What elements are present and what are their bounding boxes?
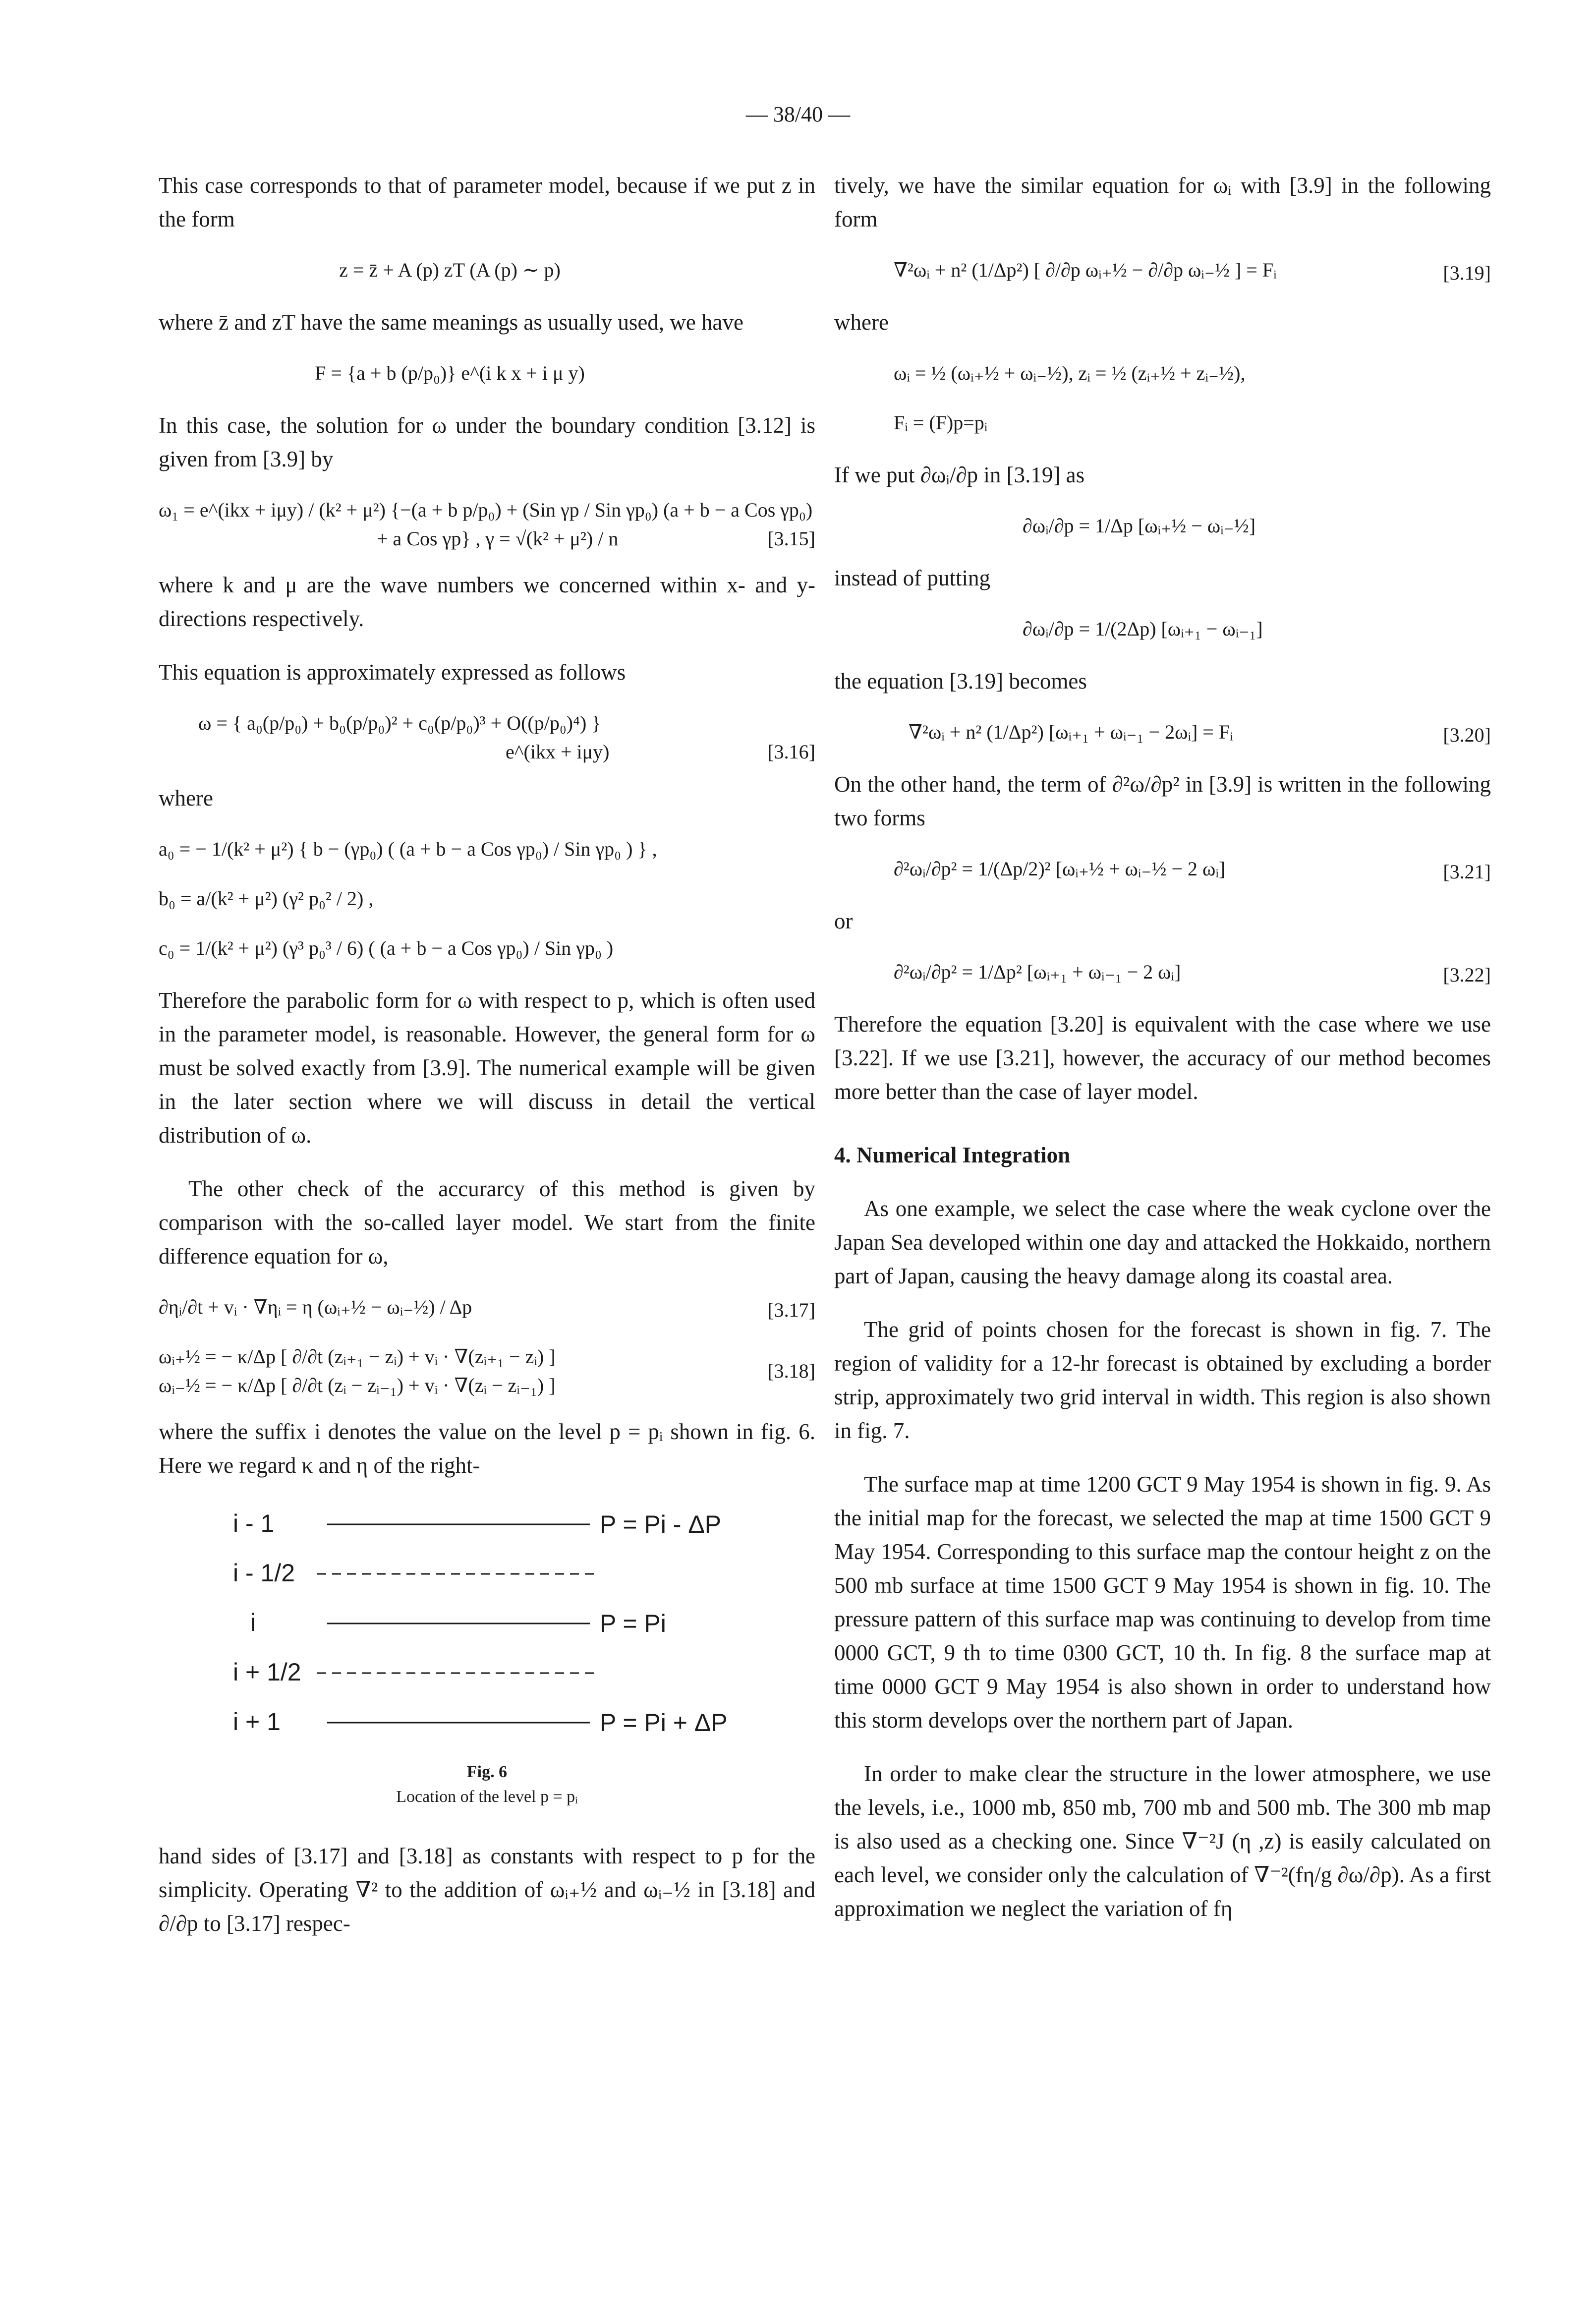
paragraph: tively, we have the similar equation for ωᵢ with [3.9] in the following form xyxy=(834,173,1491,232)
paragraph: the equation [3.19] becomes xyxy=(834,669,1087,694)
equation: F = {a + b (p/p₀)} e^(i k x + i μ y) xyxy=(315,362,585,384)
paragraph: instead of putting xyxy=(834,566,990,590)
equation-3-20: ∇²ωᵢ + n² (1/Δp²) [ωᵢ₊₁ + ωᵢ₋₁ − 2ωᵢ] = Fᵢ [3.20] xyxy=(834,718,1491,753)
paragraph: In order to make clear the structure in the lower atmosphere, we use the levels, i.e., 1000 mb, 850 mb, 700 mb and 500 mb. The 300 mb map is also used as a checking one. Since ∇⁻²J (η ,z) is easily calculated on each level, we consider only the calculation of ∇⁻²(fη/g ∂ω/∂p). As a first approximation we neglect the variation of fη xyxy=(834,1761,1491,1921)
paragraph: where z̄ and zT have the same meanings as usually used, we have xyxy=(159,310,743,335)
equation-3-21: ∂²ωᵢ/∂p² = 1/(Δp/2)² [ωᵢ₊½ + ωᵢ₋½ − 2 ωᵢ] [3.21] xyxy=(834,855,1491,889)
equation-3-15: ω₁ = e^(ikx + iμy) / (k² + μ²) {−(a + b p/p₀) + (Sin γp / Sin γp₀) (a + b − a Cos γp₀) + a Cos γp} , γ = √(k² + μ²) / n [3.15] xyxy=(159,496,815,553)
paragraph: hand sides of [3.17] and [3.18] as constants with respect to p for the simplicity. Operating ∇² to the addition of ωᵢ₊½ and ωᵢ₋½ in [3.18] and ∂/∂p to [3.17] respec- xyxy=(159,1844,815,1936)
level-diagram xyxy=(159,1502,815,1750)
equation: ∂ωᵢ/∂p = 1/(2Δp) [ωᵢ₊₁ − ωᵢ₋₁] xyxy=(1023,618,1263,640)
equation: ωᵢ = ½ (ωᵢ₊½ + ωᵢ₋½), zᵢ = ½ (zᵢ₊½ + zᵢ₋½), xyxy=(894,362,1246,384)
pressure-label: P = Pi + ΔP xyxy=(600,1709,728,1737)
equation: z = z̄ + A (p) zT (A (p) ∼ p) xyxy=(339,259,561,281)
equation-number: [3.19] xyxy=(1443,262,1491,284)
figure-6 xyxy=(159,1502,815,1809)
equation-number: [3.17] xyxy=(767,1299,815,1321)
equation-number: [3.15] xyxy=(767,527,815,550)
equation-3-22: ∂²ωᵢ/∂p² = 1/Δp² [ωᵢ₊₁ + ωᵢ₋₁ − 2 ωᵢ] [3.22] xyxy=(834,958,1491,992)
equation-number: [3.22] xyxy=(1443,964,1491,986)
figure-caption xyxy=(159,1760,815,1809)
section-heading: 4. Numerical Integration xyxy=(834,1143,1071,1167)
level-label: i + 1 xyxy=(233,1708,281,1736)
paragraph: This case corresponds to that of parameter model, because if we put z in the form xyxy=(159,173,815,232)
equation: b₀ = a/(k² + μ²) (γ² p₀² / 2) , xyxy=(159,887,374,910)
equation-number: [3.18] xyxy=(767,1360,815,1382)
level-label: i - 1 xyxy=(233,1509,275,1537)
equation-3-16: ω = { a₀(p/p₀) + b₀(p/p₀)² + c₀(p/p₀)³ + O((p/p₀)⁴) } e^(ikx + iμy) [3.16] xyxy=(159,709,815,766)
level-label: i + 1/2 xyxy=(233,1658,301,1686)
paragraph: where the suffix i denotes the value on the level p = pᵢ shown in fig. 6. Here we regard κ and η of the right- xyxy=(159,1419,815,1478)
level-label: i xyxy=(250,1609,256,1636)
equation: c₀ = 1/(k² + μ²) (γ³ p₀³ / 6) ( (a + b − a Cos γp₀) / Sin γp₀ ) xyxy=(159,937,614,959)
figure-label: Fig. 6 xyxy=(466,1763,508,1781)
paragraph: Therefore the equation [3.20] is equivalent with the case where we use [3.22]. If we use [3.21], however, the accuracy of our method becomes more better than the case of layer model. xyxy=(834,1012,1491,1104)
figure-caption-text: Location of the level p = pᵢ xyxy=(396,1788,578,1806)
paragraph: This equation is approximately expressed as follows xyxy=(159,660,626,685)
equation: Fᵢ = (F)p=pᵢ xyxy=(894,411,988,434)
equation-3-17: ∂ηᵢ/∂t + vᵢ · ∇ηᵢ = η (ωᵢ₊½ − ωᵢ₋½) / Δp [3.17] xyxy=(159,1293,815,1328)
level-label: i - 1/2 xyxy=(233,1559,295,1587)
paragraph: where xyxy=(834,310,889,335)
paragraph: As one example, we select the case where the weak cyclone over the Japan Sea developed within one day and attacked the Hokkaido, northern part of Japan, causing the heavy damage along its coastal area. xyxy=(834,1196,1491,1288)
equation-number: [3.21] xyxy=(1443,861,1491,883)
equation-number: [3.20] xyxy=(1443,724,1491,746)
paragraph: The other check of the accurarcy of this method is given by comparison with the so-called layer model. We start from the finite difference equation for ω, xyxy=(159,1176,815,1269)
paragraph: where k and μ are the wave numbers we concerned within x- and y-directions respectively. xyxy=(159,573,815,631)
equation: a₀ = − 1/(k² + μ²) { b − (γp₀) ( (a + b − a Cos γp₀) / Sin γp₀ ) } , xyxy=(159,838,657,860)
pressure-label: P = Pi - ΔP xyxy=(600,1510,722,1538)
paragraph: If we put ∂ωᵢ/∂p in [3.19] as xyxy=(834,463,1085,487)
pressure-label: P = Pi xyxy=(600,1610,666,1637)
equation: ∂ωᵢ/∂p = 1/Δp [ωᵢ₊½ − ωᵢ₋½] xyxy=(1023,515,1256,537)
paragraph: where xyxy=(159,786,213,811)
right-column xyxy=(834,169,1491,1945)
paragraph: In this case, the solution for ω under the boundary condition [3.12] is given from [3.9] by xyxy=(159,413,815,471)
equation-3-19: ∇²ωᵢ + n² (1/Δp²) [ ∂/∂p ωᵢ₊½ − ∂/∂p ωᵢ₋½ ] = Fᵢ [3.19] xyxy=(834,256,1491,290)
paragraph: Therefore the parabolic form for ω with respect to p, which is often used in the parameter model, is reasonable. However, the general form for ω must be solved exactly from [3.9]. The numerical example will be given in the later section where we will discuss in detail the vertical distribution of ω. xyxy=(159,988,815,1148)
paragraph: or xyxy=(834,909,853,933)
equation-3-18: ωᵢ₊½ = − κ/Δp [ ∂/∂t (zᵢ₊₁ − zᵢ) + vᵢ · ∇(zᵢ₊₁ − zᵢ) ] ωᵢ₋½ = − κ/Δp [ ∂/∂t (zᵢ − zᵢ₋₁) + vᵢ · ∇(zᵢ − zᵢ₋₁) ] [3.18] xyxy=(159,1345,815,1396)
page-number: — 38/40 — xyxy=(745,102,851,126)
paragraph: The surface map at time 1200 GCT 9 May 1954 is shown in fig. 9. As the initial map for the forecast, we selected the map at time 1500 GCT 9 May 1954. Corresponding to this surface map the contour height z on the 500 mb surface at time 1500 GCT 9 May 1954 is shown in fig. 10. The pressure pattern of this surface map was continuing to develop from time 0000 GCT, 9 th to time 0300 GCT, 10 th. In fig. 8 the surface map at time 0000 GCT 9 May 1954 is also shown in order to understand how this storm develops over the northern part of Japan. xyxy=(834,1472,1491,1733)
paragraph: The grid of points chosen for the forecast is shown in fig. 7. The region of validity for a 12-hr forecast is obtained by excluding a border strip, approximately two grid interval in width. This region is also shown in fig. 7. xyxy=(834,1317,1491,1443)
equation-number: [3.16] xyxy=(767,741,815,763)
paragraph: On the other hand, the term of ∂²ω/∂p² in [3.9] is written in the following two forms xyxy=(834,772,1491,830)
left-column xyxy=(159,169,815,1960)
